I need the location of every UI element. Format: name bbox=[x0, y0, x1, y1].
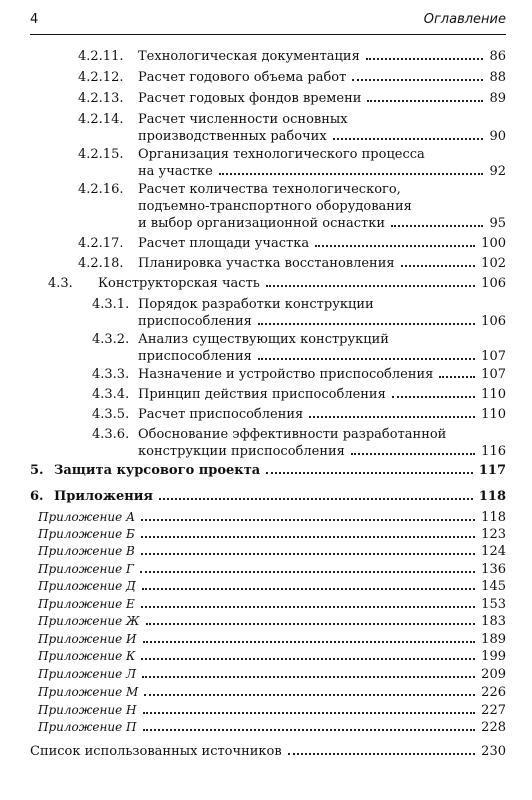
toc-entry-title: подъемно-транспортного оборудования bbox=[138, 199, 412, 214]
toc-entry-title: и выбор организационной оснастки bbox=[138, 216, 386, 231]
dot-leader bbox=[266, 285, 475, 287]
toc-entry-page: 124 bbox=[481, 544, 506, 559]
dot-leader bbox=[315, 245, 475, 247]
toc-entry bbox=[0, 406, 532, 423]
toc-entry-number: 4.3.5. bbox=[92, 407, 130, 422]
toc-entry bbox=[0, 666, 532, 683]
toc-entry-title: Приложение А bbox=[38, 510, 136, 524]
toc-entry-title: Расчет годового объема работ bbox=[138, 70, 347, 85]
toc-entry bbox=[0, 111, 532, 145]
toc-entry-page: 110 bbox=[481, 387, 506, 402]
toc-entry-page: 107 bbox=[481, 349, 506, 364]
running-title: Оглавление bbox=[423, 12, 506, 27]
toc-entry bbox=[0, 426, 532, 460]
toc-entry-title: Защита курсового проекта bbox=[54, 463, 261, 478]
dot-leader bbox=[351, 453, 475, 455]
toc-entry-number: 5. bbox=[30, 463, 44, 478]
dot-leader bbox=[143, 712, 476, 714]
toc-entry bbox=[0, 702, 532, 719]
dot-leader bbox=[219, 173, 484, 175]
dot-leader bbox=[140, 571, 475, 573]
toc-entry bbox=[0, 90, 532, 107]
toc-entry-page: 110 bbox=[481, 407, 506, 422]
toc-entry-page: 106 bbox=[481, 314, 506, 329]
toc-entry bbox=[0, 648, 532, 665]
toc-entry-page: 95 bbox=[489, 216, 506, 231]
toc-entry-number: 4.2.13. bbox=[78, 91, 124, 106]
toc-entry-title: на участке bbox=[138, 164, 213, 179]
toc-entry-page: 88 bbox=[489, 70, 506, 85]
toc-entry-title: Приложение Д bbox=[38, 579, 136, 593]
dot-leader bbox=[367, 100, 483, 102]
toc-entry-title: Приложение К bbox=[38, 649, 136, 663]
toc-entry-number: 4.3.1. bbox=[92, 297, 130, 312]
toc-entry bbox=[0, 578, 532, 595]
toc-entry-number: 4.2.18. bbox=[78, 256, 124, 271]
toc-entry bbox=[0, 181, 532, 232]
page-number: 4 bbox=[30, 12, 39, 27]
toc-entry-page: 209 bbox=[481, 667, 506, 682]
toc-entry-page: 153 bbox=[481, 597, 506, 612]
toc-entry bbox=[0, 69, 532, 86]
toc-entry bbox=[0, 275, 532, 292]
toc-entry-page: 106 bbox=[481, 276, 506, 291]
dot-leader bbox=[333, 138, 484, 140]
dot-leader bbox=[288, 753, 475, 755]
toc-entry-title: производственных рабочих bbox=[138, 129, 327, 144]
toc-entry-page: 102 bbox=[481, 256, 506, 271]
dot-leader bbox=[366, 58, 484, 60]
toc-entry-title: Обоснование эффективности разработанной bbox=[138, 427, 447, 442]
toc-entry-page: 227 bbox=[481, 703, 506, 718]
toc-entry bbox=[0, 684, 532, 701]
toc-entry-title: Приложение Б bbox=[38, 527, 135, 541]
toc-entry-page: 183 bbox=[481, 614, 506, 629]
toc-entry-number: 4.2.11. bbox=[78, 49, 124, 64]
toc-entry-title: Расчет площади участка bbox=[138, 236, 310, 251]
toc-entry-title: приспособления bbox=[138, 314, 252, 329]
toc-entry-page: 226 bbox=[481, 685, 506, 700]
dot-leader bbox=[141, 519, 475, 521]
toc-entry-number: 4.2.16. bbox=[78, 182, 124, 197]
dot-leader bbox=[143, 729, 476, 731]
dot-leader bbox=[141, 658, 475, 660]
dot-leader bbox=[141, 606, 475, 608]
toc-entry-title: Технологическая документация bbox=[138, 49, 360, 64]
toc-entry-page: 90 bbox=[489, 129, 506, 144]
dot-leader bbox=[141, 553, 475, 555]
toc-entry-page: 86 bbox=[489, 49, 506, 64]
toc-entry bbox=[0, 488, 532, 505]
dot-leader bbox=[159, 498, 473, 500]
dot-leader bbox=[266, 472, 473, 474]
toc-entry-page: 92 bbox=[489, 164, 506, 179]
dot-leader bbox=[258, 323, 475, 325]
toc-entry bbox=[0, 366, 532, 383]
toc-entry bbox=[0, 526, 532, 543]
dot-leader bbox=[392, 396, 475, 398]
toc-entry-title: Конструкторская часть bbox=[98, 276, 260, 291]
toc-entry-page: 116 bbox=[481, 444, 506, 459]
header-rule bbox=[30, 34, 506, 35]
dot-leader bbox=[143, 641, 476, 643]
toc-entry-number: 4.2.14. bbox=[78, 112, 124, 127]
toc-entry bbox=[0, 146, 532, 180]
toc-entry-title: Приложение П bbox=[38, 720, 137, 734]
toc-entry-title: Расчет численности основных bbox=[138, 112, 348, 127]
dot-leader bbox=[144, 694, 475, 696]
dot-leader bbox=[141, 536, 475, 538]
toc-entry bbox=[0, 235, 532, 252]
toc-entry bbox=[0, 296, 532, 330]
toc-entry-page: 123 bbox=[481, 527, 506, 542]
dot-leader bbox=[258, 358, 475, 360]
toc-entry-title: Расчет годовых фондов времени bbox=[138, 91, 362, 106]
toc-entry-page: 118 bbox=[481, 510, 506, 525]
toc-entry-title: Анализ существующих конструкций bbox=[138, 332, 389, 347]
toc-entry-title: Расчет количества технологического, bbox=[138, 182, 401, 197]
toc-entry-page: 199 bbox=[481, 649, 506, 664]
toc-entry bbox=[0, 48, 532, 65]
toc-entry-number: 4.3. bbox=[48, 276, 73, 291]
toc-entry-title: Приложение Е bbox=[38, 597, 135, 611]
dot-leader bbox=[439, 376, 475, 378]
toc-entry bbox=[0, 462, 532, 479]
toc-entry-page: 89 bbox=[489, 91, 506, 106]
toc-entry-number: 4.3.6. bbox=[92, 427, 130, 442]
dot-leader bbox=[142, 588, 475, 590]
toc-entry-title: Приложение Л bbox=[38, 667, 137, 681]
toc-entry bbox=[0, 386, 532, 403]
toc-entry-title: Список использованных источников bbox=[30, 744, 282, 759]
toc-entry-title: конструкции приспособления bbox=[138, 444, 345, 459]
toc-entry-page: 228 bbox=[481, 720, 506, 735]
toc-entry bbox=[0, 596, 532, 613]
dot-leader bbox=[352, 79, 483, 81]
toc-entry bbox=[0, 743, 532, 760]
toc-entry-title: Приложение М bbox=[38, 685, 139, 699]
toc-entry bbox=[0, 509, 532, 526]
toc-entry-title: Приложение Н bbox=[38, 703, 137, 717]
dot-leader bbox=[309, 416, 475, 418]
toc-entry-page: 145 bbox=[481, 579, 506, 594]
toc-entry-number: 4.2.15. bbox=[78, 147, 124, 162]
toc-entry bbox=[0, 719, 532, 736]
toc-entry bbox=[0, 331, 532, 365]
toc-entry-title: Организация технологического процесса bbox=[138, 147, 425, 162]
toc-entry-title: Порядок разработки конструкции bbox=[138, 297, 374, 312]
toc-entry-page: 136 bbox=[481, 562, 506, 577]
toc-entry bbox=[0, 561, 532, 578]
toc-entry-title: Приложение В bbox=[38, 544, 135, 558]
toc-entry-title: Принцип действия приспособления bbox=[138, 387, 386, 402]
toc-entry bbox=[0, 255, 532, 272]
toc-entry-number: 4.3.2. bbox=[92, 332, 130, 347]
toc-entry-number: 4.2.12. bbox=[78, 70, 124, 85]
toc-entry bbox=[0, 631, 532, 648]
toc-entry-number: 4.3.4. bbox=[92, 387, 130, 402]
toc-entry-title: Приложение И bbox=[38, 632, 137, 646]
toc-entry-number: 4.2.17. bbox=[78, 236, 124, 251]
toc-entry-page: 118 bbox=[478, 489, 506, 504]
toc-entry-title: Расчет приспособления bbox=[138, 407, 304, 422]
dot-leader bbox=[146, 623, 476, 625]
dot-leader bbox=[142, 676, 475, 678]
toc-entry-page: 189 bbox=[481, 632, 506, 647]
toc-entry-page: 117 bbox=[478, 463, 506, 478]
toc-entry-number: 4.3.3. bbox=[92, 367, 130, 382]
toc-entry-title: Приложение Ж bbox=[38, 614, 140, 628]
toc-entry-page: 230 bbox=[481, 744, 506, 759]
dot-leader bbox=[401, 265, 476, 267]
toc-entry-page: 107 bbox=[481, 367, 506, 382]
dot-leader bbox=[391, 225, 483, 227]
toc-entry-title: приспособления bbox=[138, 349, 252, 364]
toc-entry-page: 100 bbox=[481, 236, 506, 251]
toc-entry-title: Планировка участка восстановления bbox=[138, 256, 395, 271]
page-header bbox=[30, 12, 506, 34]
toc-entry-title: Приложения bbox=[54, 489, 154, 504]
toc-entry-number: 6. bbox=[30, 489, 44, 504]
toc-entry-title: Приложение Г bbox=[38, 562, 134, 576]
toc-entry-title: Назначение и устройство приспособления bbox=[138, 367, 434, 382]
toc-entry bbox=[0, 543, 532, 560]
toc-entry bbox=[0, 613, 532, 630]
